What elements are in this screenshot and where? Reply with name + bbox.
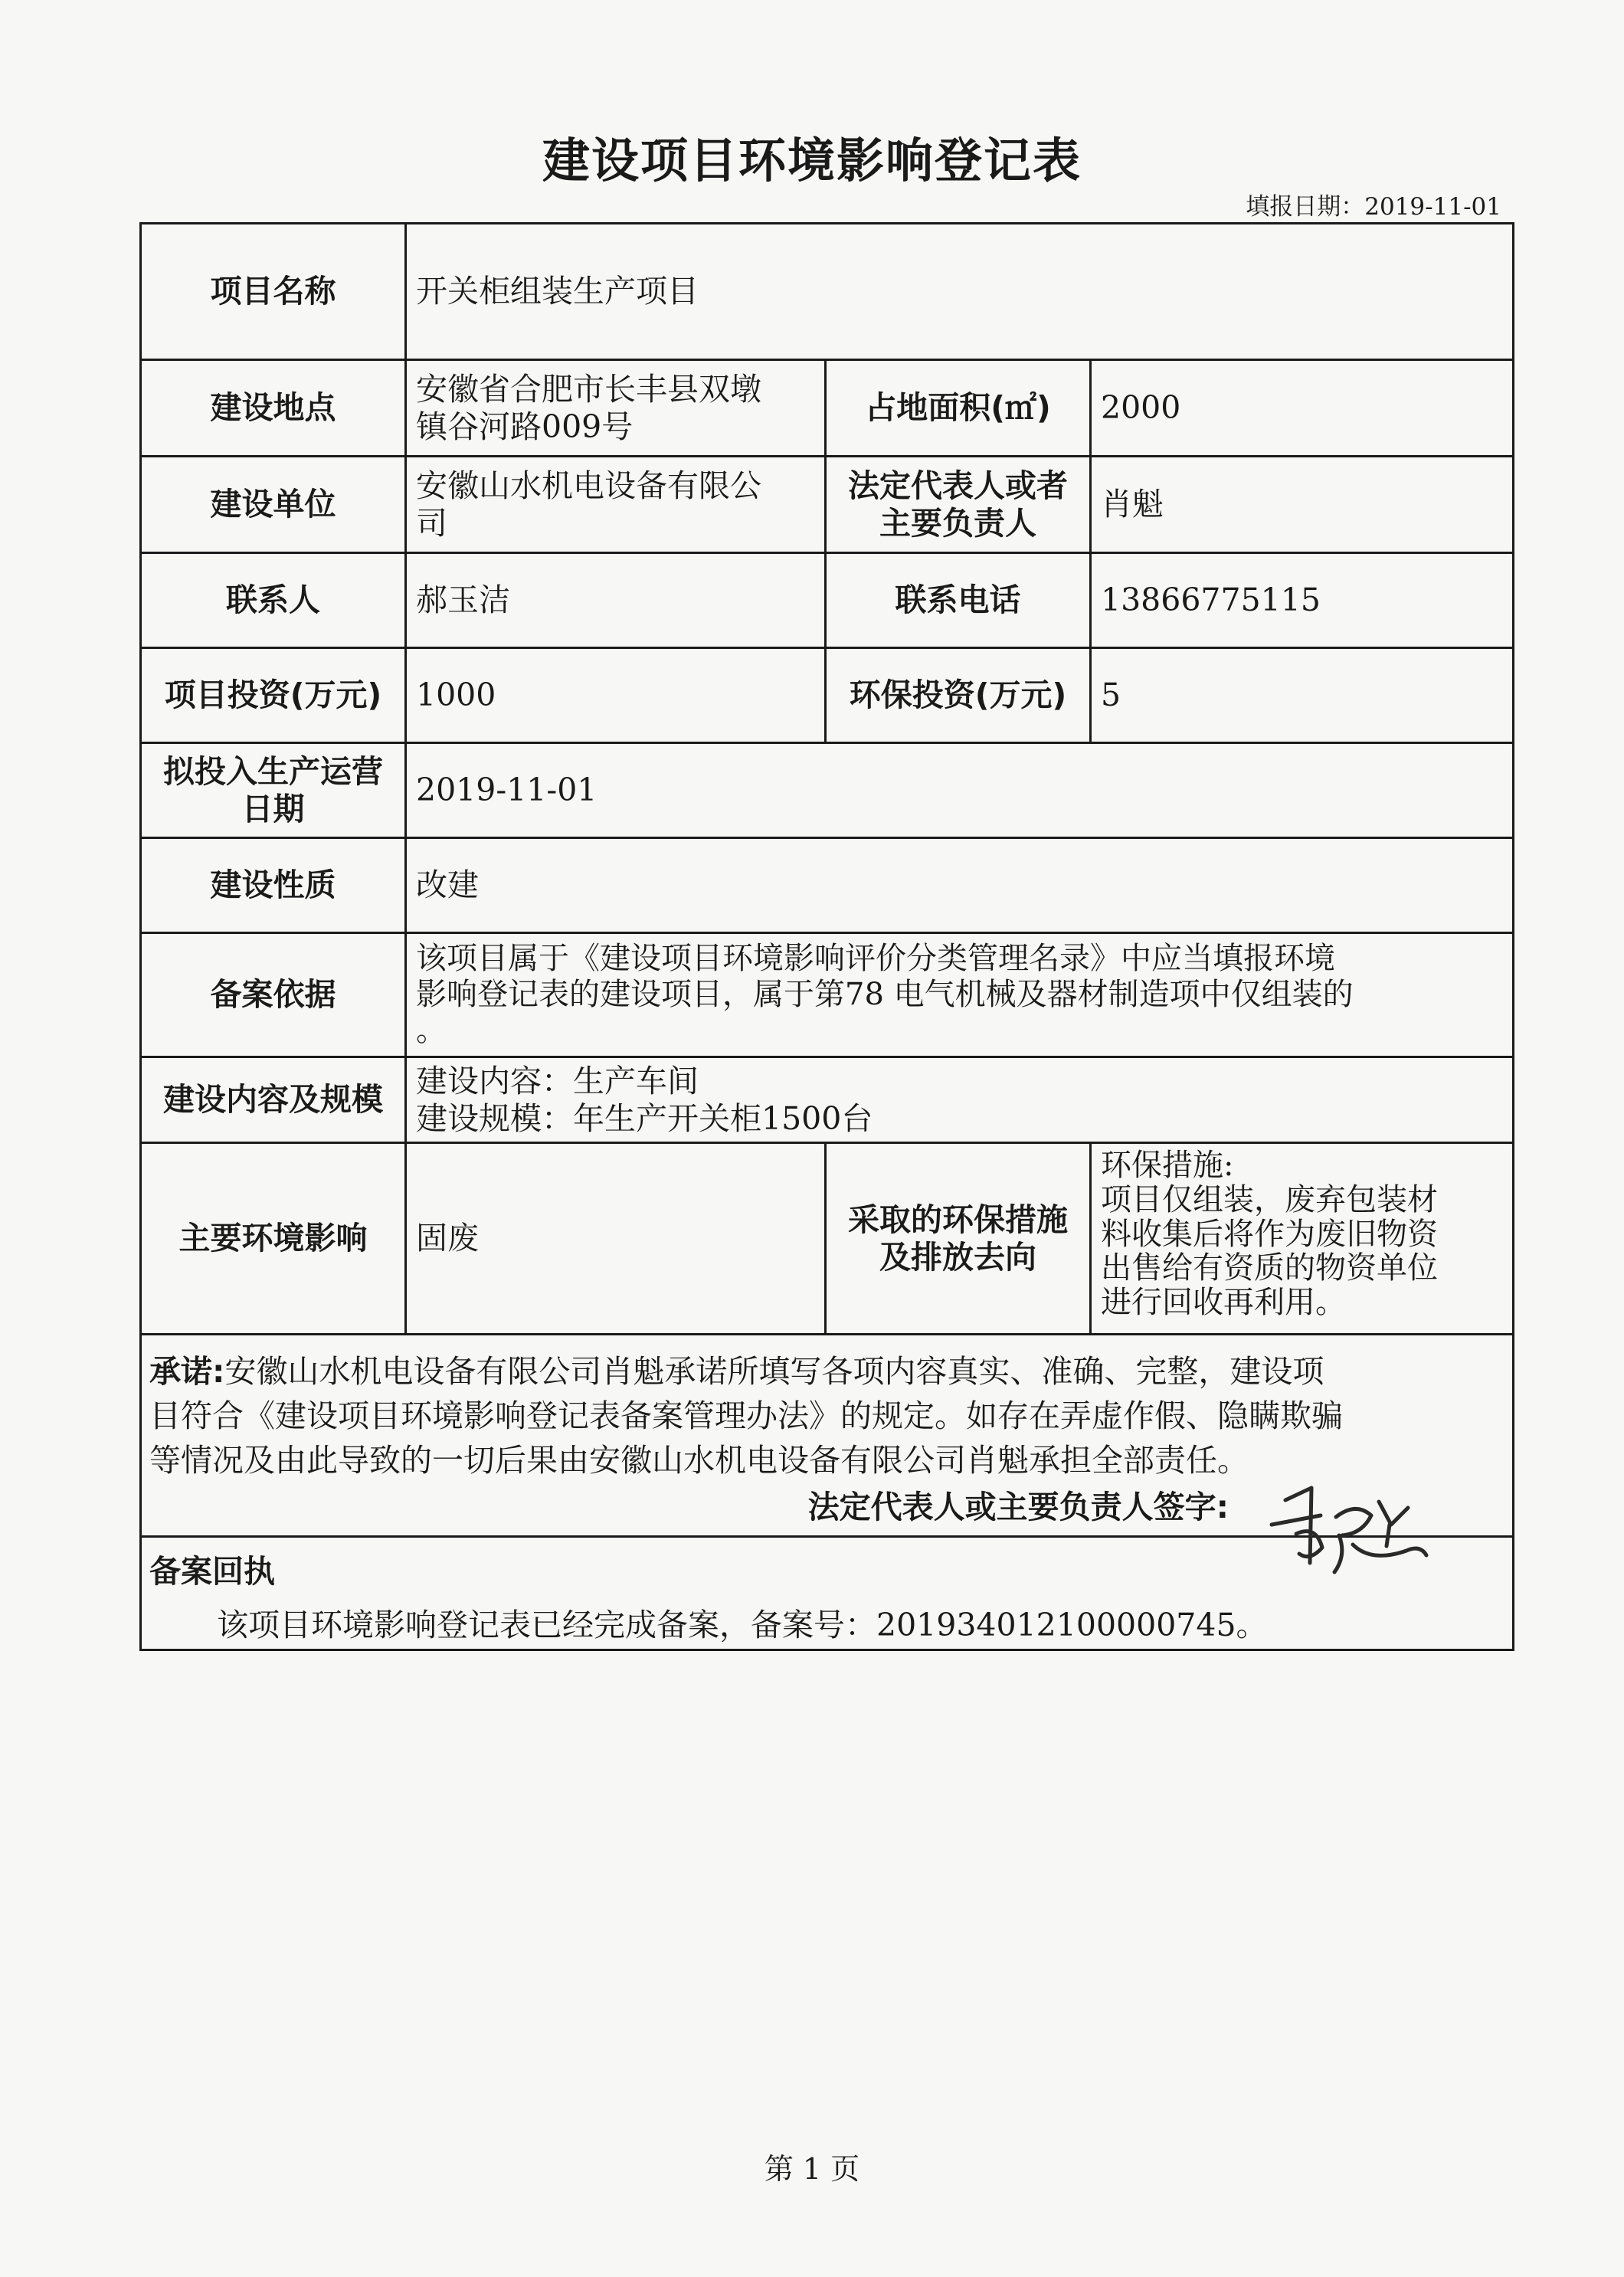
receipt-label: 备案回执 [149,1552,275,1590]
value-basis-line2: 影响登记表的建设项目，属于第78 电气机械及器材制造项中仅组装的 [416,976,1354,1012]
document-title: 建设项目环境影响登记表 [542,133,1082,188]
label-content-scale: 建设内容及规模 [141,1057,406,1143]
receipt-text: 该项目环境影响登记表已经完成备案，备案号：201934012100000745。 [217,1607,1268,1644]
sign-label: 法定代表人或主要负责人签字: [807,1488,1229,1525]
value-content-scale [406,1057,1514,1143]
label-basis: 备案依据 [141,933,406,1057]
label-contact: 联系人 [141,553,406,648]
value-impact: 固废 [406,1143,826,1335]
label-measures-line2: 及排放去向 [879,1238,1036,1276]
value-env-investment: 5 [1091,648,1514,743]
value-op-date: 2019-11-01 [406,743,1514,838]
label-op-date-line2: 日期 [241,790,305,827]
value-unit-line1: 安徽山水机电设备有限公 [416,467,761,505]
label-measures-line1: 采取的环保措施 [848,1201,1068,1239]
pledge-label: 承诺: [149,1353,225,1390]
label-phone: 联系电话 [826,553,1091,648]
label-op-date-line1: 拟投入生产运营 [163,753,383,791]
pledge-line1-text: 安徽山水机电设备有限公司肖魁承诺所填写各项内容真实、准确、完整，建设项 [224,1353,1324,1390]
value-project-name: 开关柜组装生产项目 [406,224,1514,360]
value-unit [406,457,826,553]
label-impact: 主要环境影响 [141,1143,406,1335]
value-location-line2: 镇谷河路009号 [416,408,634,445]
value-basis-line1: 该项目属于《建设项目环境影响评价分类管理名录》中应当填报环境 [416,940,1335,976]
fill-date: 填报日期：2019-11-01 [1246,193,1501,221]
label-nature: 建设性质 [141,838,406,933]
value-measures-line2: 项目仅组装，废弃包装材 [1101,1181,1438,1217]
label-env-investment: 环保投资(万元) [826,648,1091,743]
pledge-line2: 目符合《建设项目环境影响登记表备案管理办法》的规定。如存在弄虚作假、隐瞒欺骗 [149,1397,1343,1435]
value-measures-line5: 进行回收再利用。 [1101,1285,1346,1321]
row-op-date [141,743,1514,838]
label-location: 建设地点 [141,360,406,457]
row-investment [141,648,1514,743]
value-measures-line4: 出售给有资质的物资单位 [1101,1250,1438,1286]
value-legal-rep: 肖魁 [1091,457,1514,553]
value-basis-line3: 。 [416,1013,447,1049]
label-area: 占地面积(㎡) [826,360,1091,457]
value-content-line2: 建设规模：年生产开关柜1500台 [416,1099,873,1137]
page-number: 第 1 页 [764,2152,860,2186]
handwritten-signature-icon [1256,1471,1440,1586]
value-measures-line3: 料收集后将作为废旧物资 [1101,1216,1438,1252]
row-basis [141,933,1514,1057]
row-location [141,360,1514,457]
value-unit-line2: 司 [416,504,447,542]
value-nature: 改建 [406,838,1514,933]
row-content-scale [141,1057,1514,1143]
value-phone: 13866775115 [1091,553,1514,648]
registration-form-table [139,222,1514,1651]
value-area: 2000 [1091,360,1514,457]
row-nature [141,838,1514,933]
row-contact [141,553,1514,648]
label-measures [826,1143,1091,1335]
row-impact [141,1143,1514,1335]
label-op-date [141,743,406,838]
label-legal-rep-line2: 主要负责人 [879,504,1036,542]
label-legal-rep [826,457,1091,553]
label-unit: 建设单位 [141,457,406,553]
row-unit [141,457,1514,553]
value-contact: 郝玉洁 [406,553,826,648]
label-legal-rep-line1: 法定代表人或者 [848,467,1068,505]
label-project-name: 项目名称 [141,224,406,360]
value-location [406,360,826,457]
value-content-line1: 建设内容：生产车间 [416,1063,699,1100]
value-measures-line1: 环保措施: [1101,1148,1234,1183]
label-investment: 项目投资(万元) [141,648,406,743]
value-location-line1: 安徽省合肥市长丰县双墩 [416,371,761,408]
row-project-name [141,224,1514,360]
pledge-line1 [149,1349,1504,1394]
value-basis [406,933,1514,1057]
pledge-line3: 等情况及由此导致的一切后果由安徽山水机电设备有限公司肖魁承担全部责任。 [149,1442,1249,1479]
value-measures [1091,1143,1514,1335]
value-investment: 1000 [406,648,826,743]
